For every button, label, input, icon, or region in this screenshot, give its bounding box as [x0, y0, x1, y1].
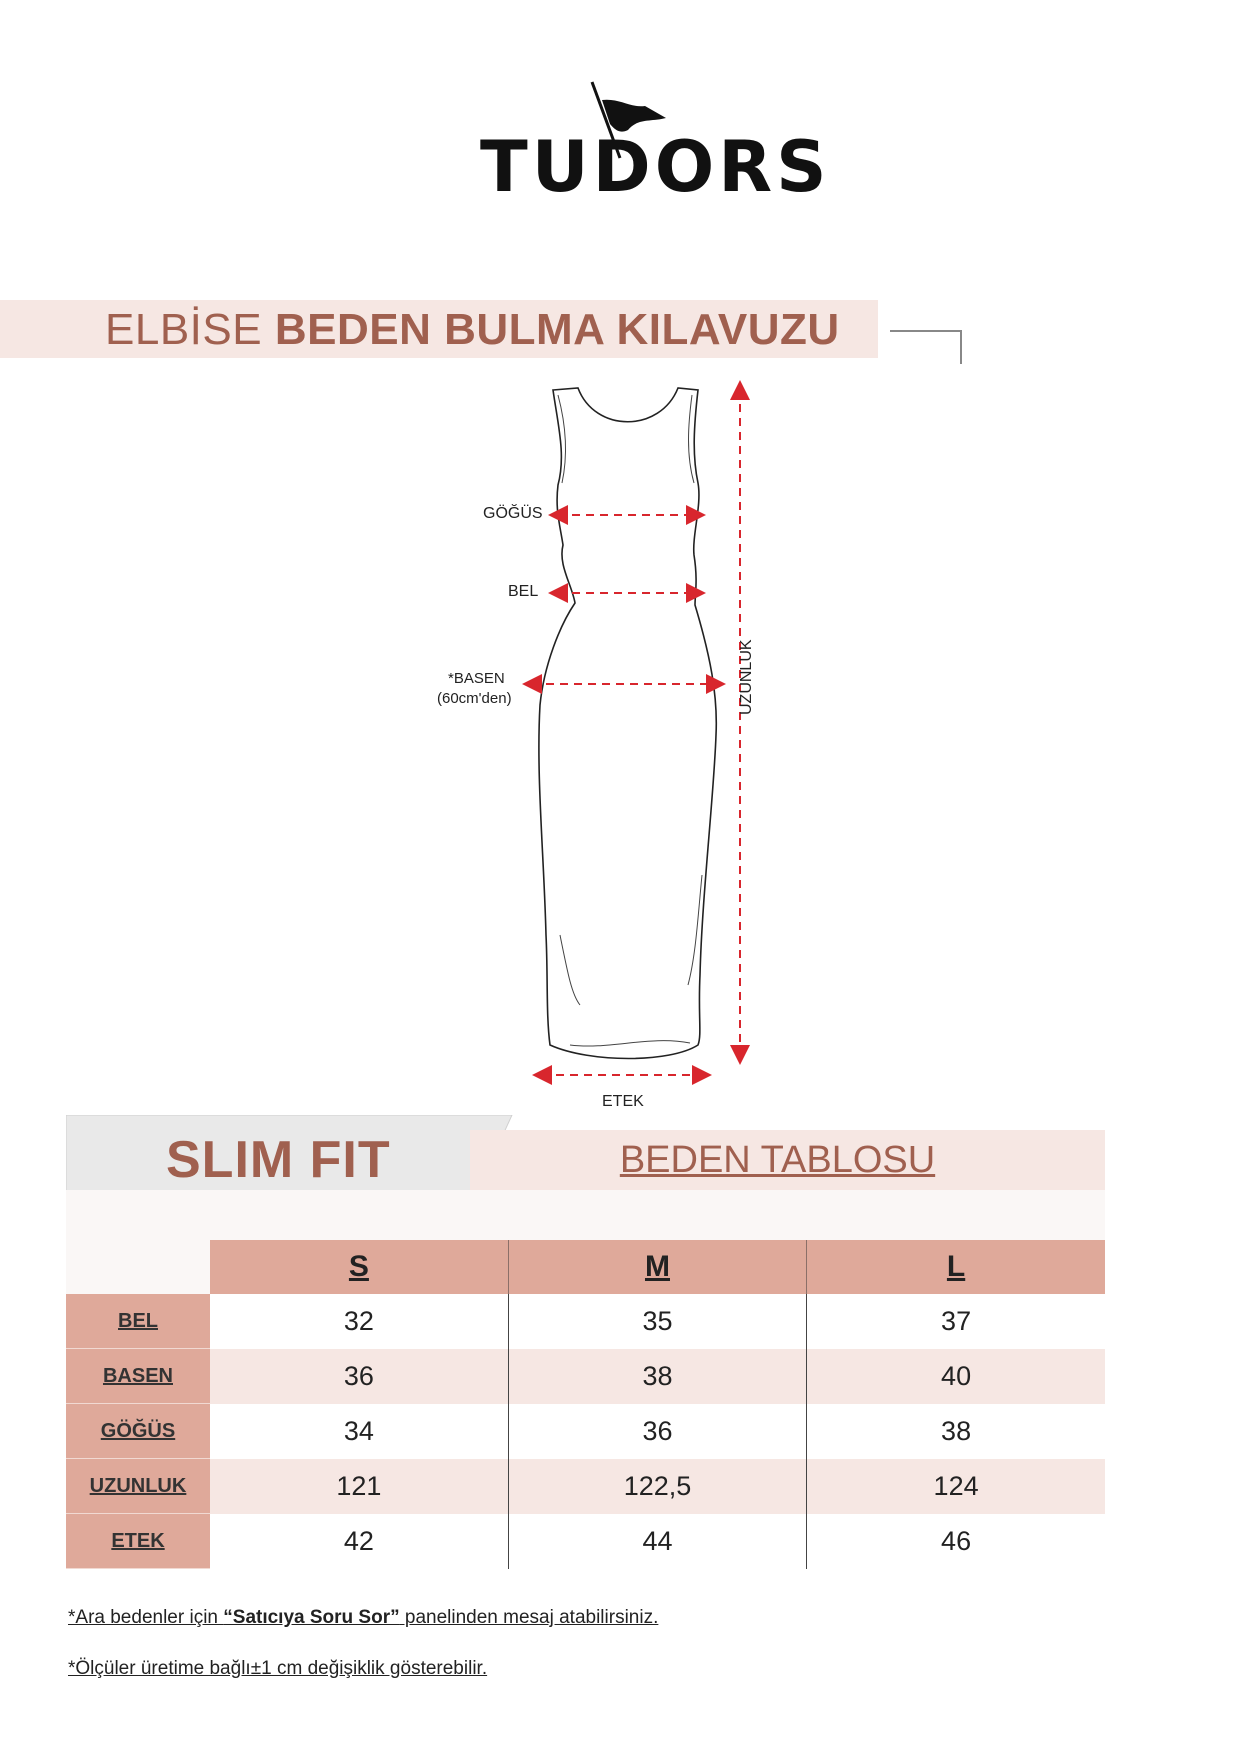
table-row-bel [66, 1294, 1105, 1349]
table-cell: 38 [508, 1349, 806, 1404]
title-prefix: ELBİSE [105, 305, 263, 354]
row-label: BEL [66, 1294, 210, 1349]
size-header-s: S [210, 1240, 508, 1294]
size-header-row [66, 1240, 1105, 1294]
size-table [66, 1240, 1105, 1569]
fit-label: SLIM FIT [166, 1131, 391, 1189]
table-title: BEDEN TABLOSU [619, 1139, 936, 1181]
row-label: GÖĞÜS [66, 1404, 210, 1459]
table-cell: 38 [941, 1415, 972, 1446]
table-row-basen [66, 1349, 1105, 1404]
brand-name: TUDORS [480, 126, 831, 208]
table-cell: 46 [941, 1525, 972, 1556]
table-cell: 36 [210, 1349, 508, 1404]
note1-suffix: panelinden mesaj atabilirsiniz. [399, 1607, 659, 1628]
label-etek: ETEK [602, 1093, 644, 1110]
brand-logo [470, 78, 831, 208]
label-basen-note: (60cm'den) [437, 690, 512, 707]
table-cell: 34 [210, 1404, 508, 1459]
table-row-uzunluk [66, 1459, 1105, 1514]
note1-bold: “Satıcıya Soru Sor” [223, 1607, 400, 1628]
table-cell: 124 [807, 1459, 1105, 1514]
table-row-etek [66, 1514, 1105, 1569]
size-header-m: M [508, 1240, 806, 1294]
label-uzunluk: UZUNLUK [738, 639, 755, 715]
table-cell: 121 [210, 1459, 508, 1514]
table-cell: 32 [210, 1294, 508, 1349]
row-label: UZUNLUK [66, 1459, 210, 1514]
dress-diagram [420, 375, 800, 1115]
corner-cell [66, 1240, 210, 1294]
note1-prefix: *Ara bedenler için [68, 1607, 224, 1628]
table-cell: 35 [508, 1294, 806, 1349]
title-bold: BEDEN BULMA KILAVUZU [274, 305, 840, 354]
note-intermediate-sizes [68, 1607, 658, 1629]
label-basen: *BASEN [448, 670, 505, 687]
table-spacer [66, 1190, 1105, 1240]
label-bel: BEL [508, 583, 539, 600]
size-header-l: L [807, 1240, 1105, 1294]
dress-illustration [420, 375, 800, 1115]
table-cell: 122,5 [508, 1459, 806, 1514]
row-label: BASEN [66, 1349, 210, 1404]
label-gogus: GÖĞÜS [483, 505, 543, 522]
page-title [105, 302, 840, 358]
table-cell: 36 [508, 1404, 806, 1459]
table-cell: 40 [807, 1349, 1105, 1404]
table-cell: 44 [508, 1514, 806, 1569]
table-cell: 37 [941, 1305, 972, 1336]
note-tolerance: *Ölçüler üretime bağlı±1 cm değişiklik gösterebilir. [68, 1658, 488, 1679]
table-row-gogus [66, 1404, 1105, 1459]
row-label: ETEK [66, 1514, 210, 1569]
corner-decoration [890, 330, 962, 364]
table-cell: 42 [210, 1514, 508, 1569]
